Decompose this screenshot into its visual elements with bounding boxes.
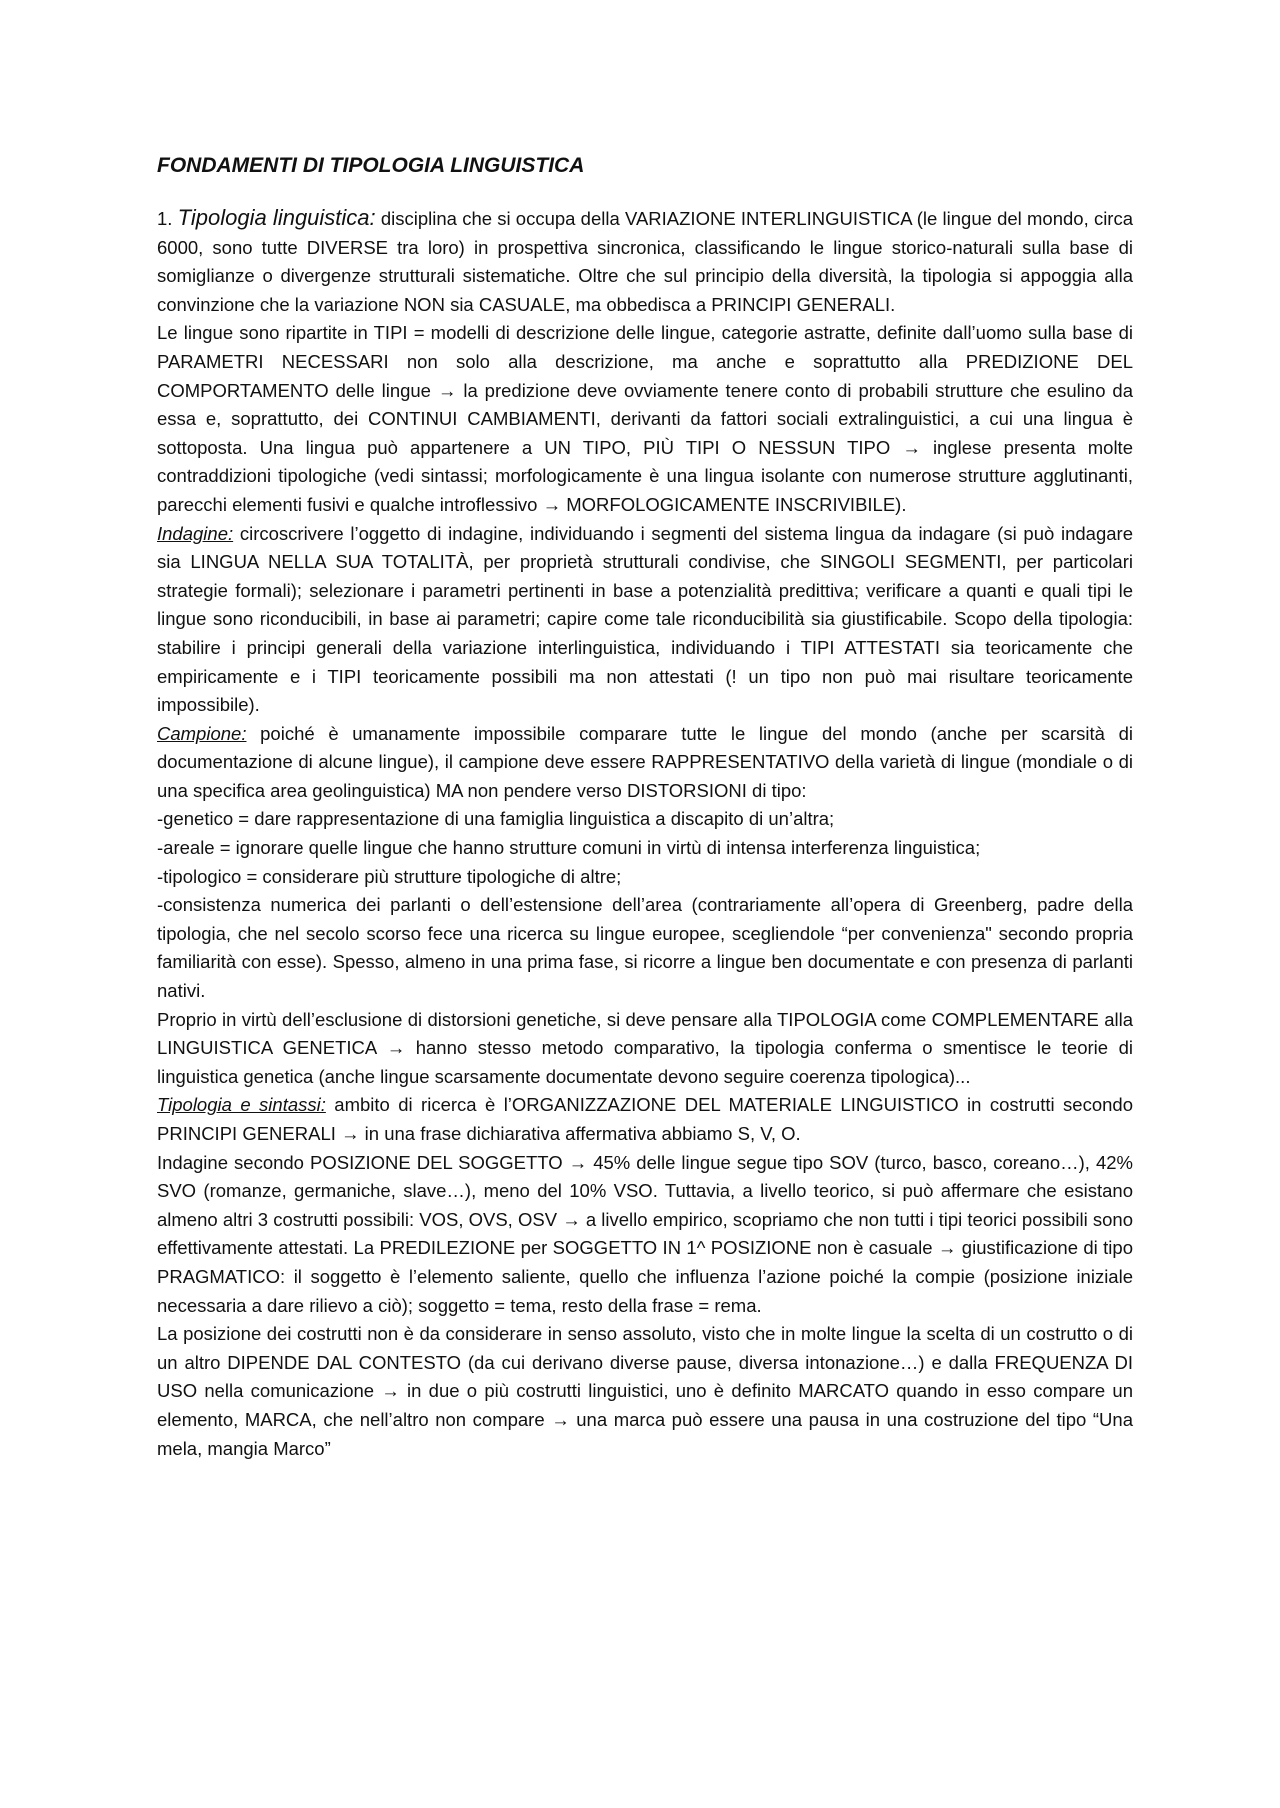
sintassi-text: ambito di ricerca è l’ORGANIZZAZIONE DEL MATERIALE LINGUISTICO in costrutti secondo PRINCIPI GENERALI → in una frase dichiarativa affermativa abbiamo S, V, O. xyxy=(157,1094,1133,1144)
campione-text: poiché è umanamente impossibile comparare tutte le lingue del mondo (anche per scarsità di documentazione di alcune lingue), il campione deve essere RAPPRESENTATIVO della varietà di lingue (mondiale o di una specifica area geolinguistica) MA non pendere verso DISTORSIONI di tipo: xyxy=(157,722,1133,801)
indagine-paragraph xyxy=(157,520,1133,720)
distortion-item-genetico: -genetico = dare rappresentazione di una famiglia linguistica a discapito di un’altra; xyxy=(157,808,835,830)
sintassi-paragraph xyxy=(157,1091,1133,1148)
genetica-paragraph: Proprio in virtù dell’esclusione di distorsioni genetiche, si deve pensare alla TIPOLOGIA come COMPLEMENTARE alla LINGUISTICA GENETICA → hanno stesso metodo comparativo, la tipologia conferma o smentisce le teorie di linguistica genetica (anche lingue scarsamente documentate devono seguire coerenza tipologica)... xyxy=(157,1008,1133,1087)
intro-number: 1. xyxy=(157,208,178,229)
sintassi-heading: Tipologia e sintassi: xyxy=(157,1094,326,1116)
posizione-paragraph: La posizione dei costrutti non è da considerare in senso assoluto, visto che in molte lingue la scelta di un costrutto o di un altro DIPENDE DAL CONTESTO (da cui derivano diverse pause, diversa intonazione…) e dalla FREQUENZA DI USO nella comunicazione → in due o più costrutti linguistici, uno è definito MARCATO quando in esso compare un elemento, MARCA, che nell’altro non compare → una marca può essere una pausa in una costruzione del tipo “Una mela, mangia Marco” xyxy=(157,1323,1133,1459)
indagine-heading: Indagine: xyxy=(157,522,234,544)
intro-term: Tipologia linguistica: xyxy=(177,205,376,230)
tipi-paragraph: Le lingue sono ripartite in TIPI = modelli di descrizione delle lingue, categorie astratte, definite dall’uomo sulla base di PARAMETRI NECESSARI non solo alla descrizione, ma anche e soprattutto alla PREDIZIONE DEL COMPORTAMENTO delle lingue → la predizione deve ovviamente tenere conto di probabili strutture che esulino da essa e, soprattutto, dei CONTINUI CAMBIAMENTI, derivanti da fattori sociali extralinguistici, a cui una lingua è sottoposta. Una lingua può appartenere a UN TIPO, PIÙ TIPI O NESSUN TIPO → inglese presenta molte contraddizioni tipologiche (vedi sintassi; morfologicamente è una lingua isolante con numerose strutture agglutinanti, parecchi elementi fusivi e qualche introflessivo → MORFOLOGICAMENTE INSCRIVIBILE). xyxy=(157,322,1133,515)
soggetto-paragraph: Indagine secondo POSIZIONE DEL SOGGETTO → 45% delle lingue segue tipo SOV (turco, basco, coreano…), 42% SVO (romanze, germaniche, slave…), meno del 10% VSO. Tuttavia, a livello teorico, si può affermare che esistano almeno altri 3 costrutti possibili: VOS, OVS, OSV → a livello empirico, scopriamo che non tutti i tipi teorici possibili sono effettivamente attestati. La PREDILEZIONE per SOGGETTO IN 1^ POSIZIONE non è casuale → giustificazione di tipo PRAGMATICO: il soggetto è l’elemento saliente, quello che influenza l’azione poiché la compie (posizione iniziale necessaria a dare rilievo a ciò); soggetto = tema, resto della frase = rema. xyxy=(157,1151,1133,1316)
distortion-item-areale: -areale = ignorare quelle lingue che hanno strutture comuni in virtù di intensa interferenza linguistica; xyxy=(157,837,981,859)
intro-text: disciplina che si occupa della VARIAZIONE INTERLINGUISTICA (le lingue del mondo, circa 6000, sono tutte DIVERSE tra loro) in prospettiva sincronica, classificando le lingue storico-naturali sulla base di somiglianze o divergenze strutturali sistematiche. Oltre che sul principio della diversità, la tipologia si appoggia alla convinzione che la variazione NON sia CASUALE, ma obbedisca a PRINCIPI GENERALI. xyxy=(157,208,1133,315)
campione-heading: Campione: xyxy=(157,722,247,744)
indagine-text: circoscrivere l’oggetto di indagine, individuando i segmenti del sistema lingua da indagare (si può indagare sia LINGUA NELLA SUA TOTALITÀ, per proprietà strutturali condivise, che SINGOLI SEGMENTI, per particolari strategie formali); selezionare i parametri pertinenti in base a potenzialità predittiva; verificare a quanti e quali tipi le lingue sono riconducibili, in base ai parametri; capire come tale riconducibilità sia giustificabile. Scopo della tipologia: stabilire i principi generali della variazione interlinguistica, individuando i TIPI ATTESTATI sia teoricamente che empiricamente e i TIPI teoricamente possibili ma non attestati (! un tipo non può mai risultare teoricamente impossibile). xyxy=(157,522,1133,716)
document-title: FONDAMENTI DI TIPOLOGIA LINGUISTICA xyxy=(157,154,585,177)
intro-paragraph xyxy=(157,204,1133,319)
distortion-item-tipologico: -tipologico = considerare più strutture tipologiche di altre; xyxy=(157,865,622,887)
consistenza-paragraph: -consistenza numerica dei parlanti o dell’estensione dell’area (contrariamente all’opera di Greenberg, padre della tipologia, che nel secolo scorso fece una ricerca su lingue europee, scegliendole “per convenienza" secondo propria familiarità con esse). Spesso, almeno in una prima fase, si ricorre a lingue ben documentate e con presenza di parlanti nativi. xyxy=(157,894,1133,1002)
campione-paragraph xyxy=(157,720,1133,806)
document-page xyxy=(157,152,1133,1463)
